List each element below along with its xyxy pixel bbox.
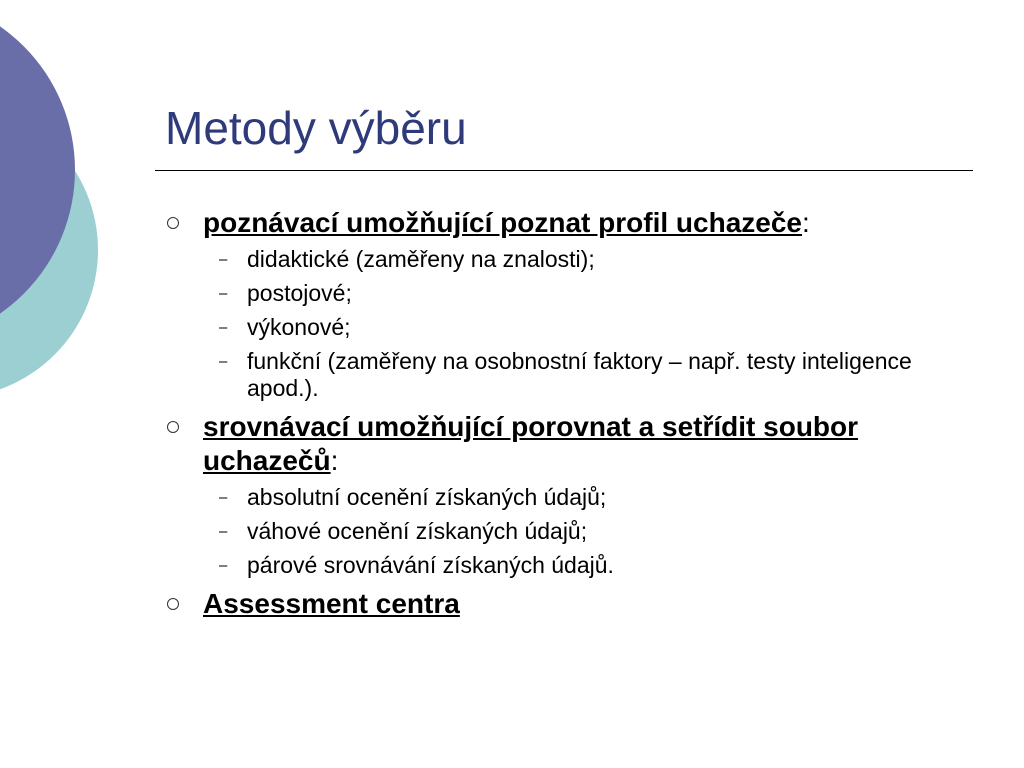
dash-bullet-icon: – [219,489,228,506]
sub-item: – párové srovnávání získaných údajů. [219,552,614,578]
sub-item: – funkční (zaměřeny na osobnostní faktory – např. testy inteligence apod.). [219,348,912,401]
sub-list [203,484,965,579]
dash-bullet-icon: – [219,557,228,574]
sub-list [203,246,965,402]
sub-item: – váhové ocenění získaných údajů; [219,518,588,544]
bullet-heading: poznávací umožňující poznat profil uchazeče [203,207,802,238]
bullet-item [165,587,965,621]
bullet-heading: srovnávací umožňující porovnat a setřídit soubor uchazečů [203,411,859,476]
sub-item: – absolutní ocenění získaných údajů; [219,484,607,510]
dash-bullet-icon: – [219,251,228,268]
sub-item: – výkonové; [219,314,351,340]
bullet-suffix: : [330,445,339,476]
bullet-list [165,206,965,621]
dash-bullet-icon: – [219,319,228,336]
circle-bullet-icon [167,421,179,433]
decorative-circles [0,0,110,410]
bullet-item [165,206,965,402]
bullet-suffix: : [801,207,810,238]
slide-title: Metody výběru [165,102,467,154]
bullet-item [165,410,965,579]
dash-bullet-icon: – [219,523,228,540]
title-divider [155,170,973,171]
sub-item: – didaktické (zaměřeny na znalosti); [219,246,595,272]
circle-bullet-icon [167,217,179,229]
bullet-heading: Assessment centra [203,588,460,619]
dash-bullet-icon: – [219,285,228,302]
dash-bullet-icon: – [219,353,228,370]
sub-item: – postojové; [219,280,352,306]
circle-bullet-icon [167,598,179,610]
